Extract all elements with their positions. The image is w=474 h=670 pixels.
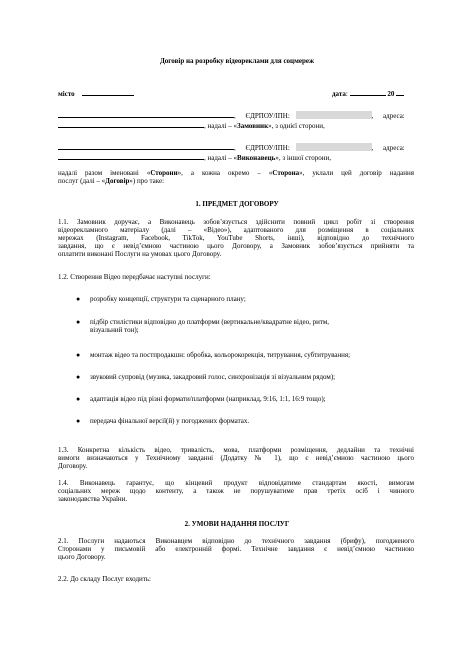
bullet-dot: ● <box>76 395 81 403</box>
party2-address-field[interactable] <box>58 153 204 160</box>
date-field[interactable] <box>350 89 386 96</box>
place-field[interactable] <box>82 89 134 96</box>
party1-address-label: адреса: <box>383 112 405 120</box>
party1-line2: , надалі – «Замовник», з однієї сторони, <box>58 121 325 130</box>
party2-line2: , надалі – «Виконавець», з іншої сторони, <box>58 153 331 162</box>
list-item: розробку концепції, структури та сценарного плану; <box>90 295 246 303</box>
section1-heading: 1. ПРЕДМЕТ ДОГОВОРУ <box>195 200 279 208</box>
party2-role: Виконавець <box>237 154 276 162</box>
paragraph-2-1: 2.1. Послуги надаються Виконавцем відповідно до технічного завдання (брифу), погодженого Сторонами у письмовій або електронній формі. Технічне завдання є невід’ємною частиною цього Договору. <box>58 537 414 561</box>
party2-edrpou-label: ЄДРПОУ/ІПН: <box>245 144 290 152</box>
party1-name-field[interactable] <box>58 111 234 118</box>
bullet-dot: ● <box>76 318 81 326</box>
place-line <box>58 89 134 98</box>
party2-line1: , ЄДРПОУ/ІПН: , адреса: <box>58 143 405 152</box>
party1-edrpou-label: ЄДРПОУ/ІПН: <box>245 112 290 120</box>
list-item: звуковий супровід (музика, закадровий голос, синхронізація зі візуальним рядом); <box>90 373 336 381</box>
paragraph-1-2: 1.2. Створення Відео передбачає наступні послуги: <box>58 273 211 281</box>
party2-address-label: адреса: <box>383 144 405 152</box>
date-label: дата <box>332 90 346 98</box>
date-line: дата: 20 <box>332 89 404 98</box>
party1-line1: , ЄДРПОУ/ІПН: , адреса: <box>58 111 405 120</box>
party2-edrpou-field[interactable] <box>296 143 372 151</box>
section2-heading: 2. УМОВИ НАДАННЯ ПОСЛУГ <box>184 520 290 528</box>
bullet-dot: ● <box>76 417 81 425</box>
bullet-dot: ● <box>76 295 81 303</box>
bullet-dot: ● <box>76 373 81 381</box>
party1-role: Замовник <box>237 122 269 130</box>
list-item: адаптація відео під різні формати/платформи (наприклад, 9:16, 1:1, 16:9 тощо); <box>90 395 326 403</box>
list-item: підбір стилістики відповідно до платформи (вертикальне/квадратне відео, ритм, візуальний тон); <box>90 318 330 334</box>
document-title: Договір на розробку відеореклами для соцмереж <box>159 57 315 65</box>
paragraph-1-4: 1.4. Виконавець гарантує, що кінцевий продукт відповідатиме стандартам якості, вимогам соціальних мереж щодо контенту, а також не порушуватиме прав третіх осіб і чинного законодавства України. <box>58 479 414 503</box>
paragraph-2-2: 2.2. До складу Послуг входить: <box>58 575 151 583</box>
year-field[interactable] <box>396 89 404 96</box>
preamble: надалі разом іменовані «Сторони», а кожна окремо – «Сторона», уклали цей договір надання послуг (далі – «Договір») про таке: <box>58 169 414 185</box>
party2-name-field[interactable] <box>58 143 234 150</box>
list-item: передача фінальної версії(й) у погоджених форматах. <box>90 417 250 425</box>
date-year: 20 <box>387 90 395 98</box>
bullet-dot: ● <box>76 351 81 359</box>
paragraph-1-1: 1.1. Замовник доручає, а Виконавець зобов’язується здійснити повний цикл робіт зі створення відеорекламного матеріалу (далі – «Відео»), адаптованого для розміщення в соціальних мережах (Instagram, Facebook, TikTok, YouTube Shorts, інші), відповідно до технічного завдання, що є невід’ємною частиною цього Договору, а Замовник зобов’язується прийняти та оплатити виконані Послуги на умовах цього Договору. <box>58 218 414 258</box>
list-item: монтаж відео та постпродакшн: обробка, кольорокорекція, титрування, субтитрування; <box>90 351 351 359</box>
party1-address-field[interactable] <box>58 121 204 128</box>
party1-edrpou-field[interactable] <box>296 111 372 119</box>
paragraph-1-3: 1.3. Конкретна кількість відео, тривалість, мова, платформи розміщення, дедлайни та технічні вимоги визначаються у Технічному завданні (Додатку № 1), що є невід’ємною частиною цього Договору. <box>58 446 414 470</box>
place-label: місто <box>58 90 75 98</box>
